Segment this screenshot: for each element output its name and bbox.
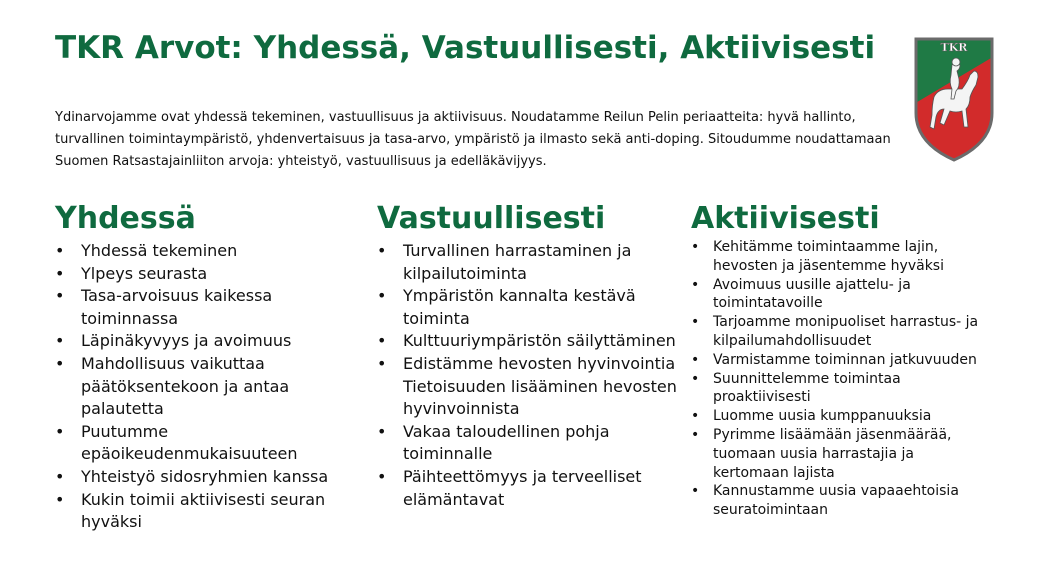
list-item: • Turvallinen harrastaminen ja kilpailutoiminta	[377, 240, 677, 285]
list-item: • Vakaa taloudellinen pohja toiminnalle	[377, 421, 677, 466]
list-item: • Avoimuus uusille ajattelu- ja toimintatavoille	[691, 276, 991, 314]
list-item: • Ympäristön kannalta kestävä toiminta	[377, 285, 677, 330]
list-item: • Pyrimme lisäämään jäsenmäärää, tuomaan uusia harrastajia ja kertomaan lajista	[691, 426, 991, 482]
value-list	[691, 238, 991, 520]
list-item: • Varmistamme toiminnan jatkuvuuden	[691, 351, 991, 370]
list-item: • Kukin toimii aktiivisesti seuran hyväksi	[55, 489, 345, 534]
list-item: • Puutumme epäoikeudenmukaisuuteen	[55, 421, 345, 466]
column-yhdessa	[55, 200, 345, 534]
column-heading: Aktiivisesti	[691, 201, 880, 236]
list-item: • Kannustamme uusia vapaaehtoisia seuratoimintaan	[691, 482, 991, 520]
column-aktiivisesti	[691, 200, 991, 520]
club-logo	[912, 35, 996, 164]
value-list	[55, 240, 345, 534]
list-item: • Tarjoamme monipuoliset harrastus- ja kilpailumahdollisuudet	[691, 313, 991, 351]
list-item: • Suunnittelemme toimintaa proaktiivisesti	[691, 370, 991, 408]
list-item: • Yhdessä tekeminen	[55, 240, 345, 263]
list-item: • Kehitämme toimintaamme lajin, hevosten ja jäsentemme hyväksi	[691, 238, 991, 276]
list-item: • Yhteistyö sidosryhmien kanssa	[55, 466, 345, 489]
column-vastuullisesti	[377, 200, 677, 511]
list-item: • Luomme uusia kumppanuuksia	[691, 407, 991, 426]
horse-rider-shield-icon	[912, 35, 996, 164]
intro-paragraph: Ydinarvojamme ovat yhdessä tekeminen, vastuullisuus ja aktiivisuus. Noudatamme Reilun Pelin periaatteita: hyvä hallinto, turvallinen toimintaympäristö, yhdenvertaisuus ja tasa-arvo, ympäristö ja ilmasto sekä anti-doping. Sitoudumme noudattamaan Suomen Ratsastajainliiton arvoja: yhteistyö, vastuullisuus ja edelläkävijyys.	[55, 110, 891, 169]
value-list	[377, 240, 677, 511]
logo-text: TKR	[940, 41, 968, 54]
column-heading: Yhdessä	[55, 201, 196, 236]
list-item: • Mahdollisuus vaikuttaa päätöksentekoon ja antaa palautetta	[55, 353, 345, 421]
list-item: • Päihteettömyys ja terveelliset elämäntavat	[377, 466, 677, 511]
page-title: TKR Arvot: Yhdessä, Vastuullisesti, Aktiivisesti	[55, 30, 876, 66]
list-item: • Ylpeys seurasta	[55, 263, 345, 286]
list-item: • Tasa-arvoisuus kaikessa toiminnassa	[55, 285, 345, 330]
list-item: • Läpinäkyvyys ja avoimuus	[55, 330, 345, 353]
list-item: • Edistämme hevosten hyvinvointia Tietoisuuden lisääminen hevosten hyvinvoinnista	[377, 353, 677, 421]
list-item: • Kulttuuriympäristön säilyttäminen	[377, 330, 677, 353]
column-heading: Vastuullisesti	[377, 201, 606, 236]
